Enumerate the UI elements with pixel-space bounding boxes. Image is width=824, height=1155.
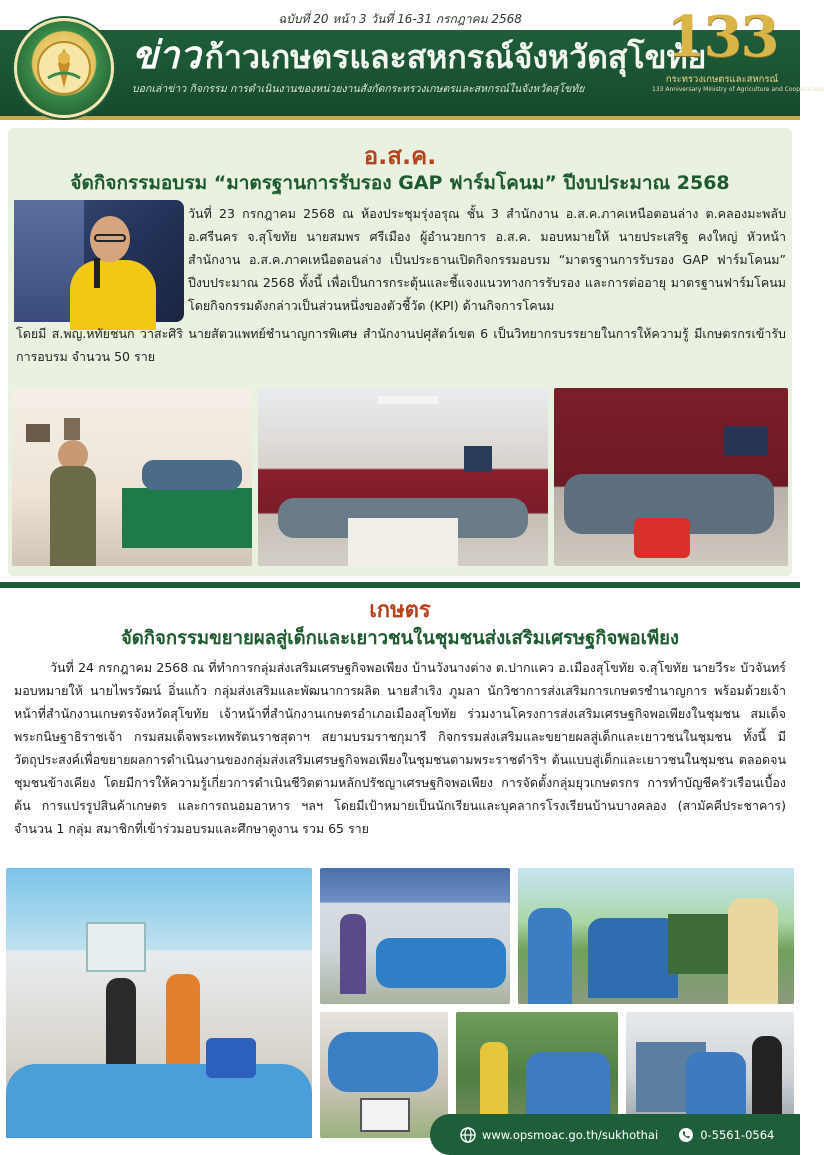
anniversary-logo — [652, 2, 824, 114]
speaker-body-shape — [50, 466, 96, 566]
youth-activity-photo-main — [6, 868, 312, 1138]
footer-phone[interactable] — [678, 1127, 774, 1143]
screen-shape — [464, 446, 492, 472]
student-shape — [528, 908, 572, 1004]
title-lead: ข่าว — [132, 33, 201, 77]
presenter-shape — [340, 914, 366, 994]
phone-icon — [678, 1127, 694, 1143]
website-text[interactable]: www.opsmoac.go.th/sukhothai — [482, 1127, 659, 1142]
footer-contact-bar — [430, 1114, 800, 1155]
issue-line: ฉบับที่ 20 หน้า 3 วันที่ 16-31 กรกฎาคม 2568 — [278, 12, 522, 26]
microphone-icon — [94, 258, 100, 288]
section2-title: จัดกิจกรรมขยายผลสู่เด็กและเยาวชนในชุมชนส่งเสริมเศรษฐกิจพอเพียง — [120, 628, 680, 649]
laptop-shape — [360, 1098, 410, 1132]
section2-body-paragraph: วันที่ 24 กรกฎาคม 2568 ณ ที่ทำการกลุ่มส่งเสริมเศรษฐกิจพอเพียง บ้านวังนางต่าง ต.ปากแคว อ.เมืองสุโขทัย จ.สุโขทัย นายวีระ บัวจันทร์ มอบหมายให้ นายไพรวัฒน์ อิ่นแก้ว กลุ่มส่งเสริมและพัฒนาการผลิต นายสำเริง ภูมลา นักวิชาการส่งเสริมการเกษตรชำนาญการ พร้อมด้วยเจ้าหน้าที่สำนักงานเกษตรจังหวัดสุโขทัย เจ้าหน้าที่สำนักงานเกษตรอำเภอเมืองสุโขทัย ร่วมงานโครงการส่งเสริมเศรษฐกิจพอเพียงในชุมชน สมเด็จพระกนิษฐาธิราชเจ้า กรมสมเด็จพระเทพรัตนราชสุดาฯ สยามบรมราชกุมารี กิจกรรมส่งเสริมและขยายผลสู่เด็กและเยาวชนในชุมชน ทั้งนี้ มีวัตถุประสงค์เพื่อขยายผลการดำเนินงานของกลุ่มส่งเสริมเศรษฐกิจพอเพียงในชุมชนตามพระราชดำริฯ ต้นแบบสู่เด็กและเยาวชนในชุมชน ตลอดจนชุมชนข้างเคียง โดยมีการให้ความรู้เกี่ยวการดำเนินชีวิตตามหลักปรัชญาเศรษฐกิจพอเพียง การจัดตั้งกลุ่มยุวเกษตรกร การทำบัญชีครัวเรือนเบื้องต้น การแปรรูปสินค้าเกษตร และการถนอมอาหาร ฯลฯ โดยมีเป้าหมายเป็นนักเรียนและบุคลากรโรงเรียนบ้านบางคลอง (สามัคคีประชาคาร) จำนวน 1 กลุ่ม สมาชิกที่เข้าร่วมอบรมและศึกษาดูงาน รวม 65 ราย — [14, 660, 786, 836]
section1-body-continued: โดยมี ส.พญ.หทัยชนก วาสะศิริ นายสัตวแพทย์ชำนาญการพิเศษ สำนักงานปศุสัตว์เขต 6 เป็นวิทยากรบรรยายในการให้ความรู้ มีเกษตรกรเข้ารับการอบรม จำนวน 50 ราย — [16, 326, 786, 364]
training-photo-participants — [554, 388, 788, 566]
training-photo-audience — [258, 388, 548, 566]
glasses-shape — [94, 234, 126, 242]
training-photo-speaker — [12, 388, 252, 566]
students-shape — [328, 1032, 438, 1092]
person-body-shape — [70, 260, 156, 330]
students-shape — [6, 1064, 312, 1138]
staff-shape — [166, 974, 200, 1074]
youth-activity-photo-farm — [518, 868, 794, 1004]
newsletter-title-block — [132, 33, 707, 97]
students-shape — [526, 1052, 610, 1122]
wall-frame-shape — [64, 418, 80, 440]
audience-shape — [142, 460, 242, 490]
machine-shape — [668, 914, 728, 974]
students-shape — [376, 938, 506, 988]
section1-agency: อ.ส.ค. — [363, 142, 437, 170]
ceiling-light-shape — [378, 396, 438, 404]
red-chair-shape — [634, 518, 690, 558]
staff-shape — [480, 1042, 508, 1122]
ministry-name: กระทรวงเกษตรและสหกรณ์ — [665, 74, 779, 85]
speaker-photo — [14, 200, 184, 322]
footer-website[interactable] — [460, 1127, 658, 1143]
section-divider — [0, 582, 800, 588]
provincial-seal-icon — [14, 18, 114, 118]
section2-agency: เกษตร — [369, 598, 431, 623]
youth-activity-photo-tent — [320, 868, 510, 1004]
table-shape — [348, 518, 458, 566]
section1-body-paragraph: วันที่ 23 กรกฎาคม 2568 ณ ห้องประชุมรุ่งอรุณ ชั้น 3 สำนักงาน อ.ส.ค.ภาคเหนือตอนล่าง ต.คลองมะพลับ อ.ศรีนคร จ.สุโขทัย นายสมพร ศรีเมือง ผู้อำนวยการ อ.ส.ค. มอบหมายให้ นายประเสริฐ คงใหญ่ หัวหน้าสำนักงาน อ.ส.ค.ภาคเหนือตอนล่าง เป็นประธานเปิดกิจกรรมอบรม “มาตรฐานการรับรอง GAP ฟาร์มโคนม” ปีงบประมาณ 2568 ทั้งนี้ เพื่อเป็นการกระตุ้นและชี้แจงแนวทางการรับรอง และการต่ออายุ มาตรฐานฟาร์มโคนม โดยกิจกรรมดังกล่าวเป็นส่วนหนึ่งของตัวชี้วัด (KPI) ด้านกิจการโคนม — [188, 206, 786, 313]
phone-text[interactable]: 0-5561-0564 — [700, 1127, 775, 1142]
farmer-shape — [728, 898, 778, 1004]
newsletter-title — [132, 33, 707, 77]
ministry-name-en: 133 Anniversary Ministry of Agriculture and Cooperatives — [652, 86, 824, 93]
table-shape — [122, 488, 252, 548]
blue-chair-shape — [206, 1038, 256, 1078]
globe-icon — [460, 1127, 476, 1143]
wall-frame-shape — [26, 424, 50, 442]
anniversary-number: 133 — [666, 4, 778, 70]
students-shape — [588, 918, 678, 998]
projector-screen-shape — [86, 922, 146, 972]
newsletter-subtitle: บอกเล่าข่าว กิจกรรม การดำเนินงานของหน่วยงานสังกัดกระทรวงเกษตรและสหกรณ์ในจังหวัดสุโขทัย — [132, 83, 585, 95]
screen-shape — [724, 426, 768, 456]
section-dairy-news — [8, 128, 792, 576]
youth-activity-photo-demo — [320, 1012, 448, 1138]
section1-title: จัดกิจกรรมอบรม “มาตรฐานการรับรอง GAP ฟาร์มโคนม” ปีงบประมาณ 2568 — [70, 172, 730, 194]
title-rest: ก้าวเกษตรและสหกรณ์จังหวัดสุโขทัย — [204, 38, 707, 76]
